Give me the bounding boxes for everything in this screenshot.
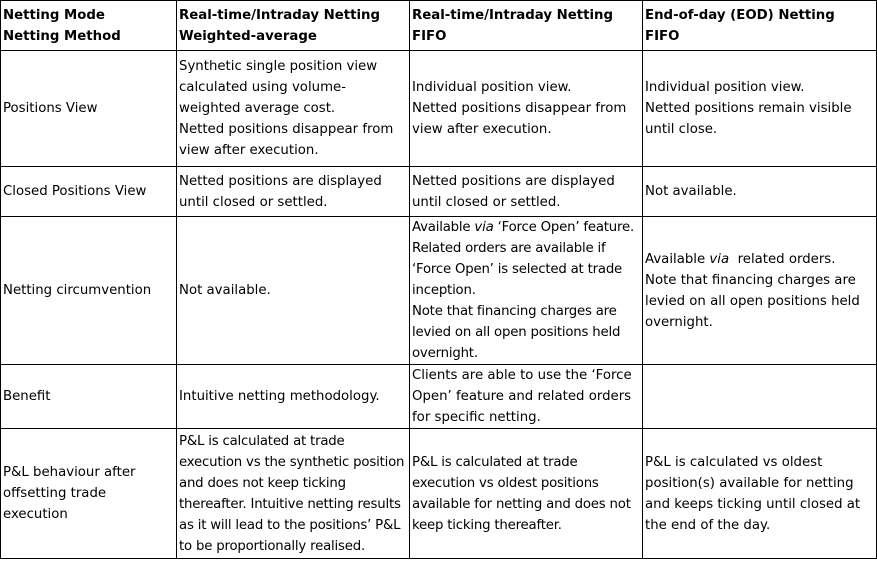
header-intraday-wa-line1: Real-time/Intraday Netting [179,7,381,23]
text-fragment: Available [412,220,475,235]
text-fragment: related orders. [729,251,836,267]
row-label: Benefit [1,365,177,429]
cell-text [412,217,640,238]
cell-fifo: Netted positions are displayed until closed or settled. [410,167,643,217]
cell-text: Individual position view. [412,80,572,95]
header-netting-method-line2: Netting Method [3,28,121,44]
cell-text: Netted positions disappear from view after execution. [179,122,394,158]
cell-fifo: P&L is calculated at trade execution vs oldest positions available for netting and does not keep ticking thereafter. [410,429,643,559]
header-intraday-wa-line2: Weighted-average [179,28,317,44]
cell-text: Note that financing charges are levied on all open positions held overnight. [412,304,621,361]
header-eod-fifo-line2: FIFO [645,28,680,44]
cell-eod [643,365,877,429]
header-eod-fifo [643,1,877,51]
table-row-pnl-behaviour [1,429,877,559]
cell-text: Individual position view. [645,80,805,95]
table-row-benefit [1,365,877,429]
header-intraday-fifo [410,1,643,51]
header-eod-fifo-line1: End-of-day (EOD) Netting [645,7,835,23]
italic-via: via [709,251,730,267]
text-fragment: ‘Force Open’ feature. [493,220,635,235]
cell-wa: P&L is calculated at trade execution vs the synthetic position and does not keep ticking thereafter. Intuitive netting results as it will lead to the positions’ P&L to be proportionally realised. [177,429,410,559]
cell-text: Note that financing charges are levied on all open positions held overnight. [645,272,860,330]
cell-text: Netted positions disappear from view after execution. [412,101,627,137]
row-label: Positions View [1,51,177,167]
cell-fifo [410,217,643,365]
header-intraday-weighted-average [177,1,410,51]
cell-wa: Intuitive netting methodology. [177,365,410,429]
row-label: P&L behaviour after offsetting trade execution [1,429,177,559]
cell-wa: Netted positions are displayed until closed or settled. [177,167,410,217]
table-row-netting-circumvention [1,217,877,365]
row-label: Closed Positions View [1,167,177,217]
cell-text [645,249,874,270]
header-intraday-fifo-line1: Real-time/Intraday Netting [412,7,614,23]
header-netting-mode-line1: Netting Mode [3,7,105,23]
header-row [1,1,877,51]
text-fragment: Available [645,251,710,267]
italic-via: via [474,220,494,235]
cell-eod: Not available. [643,167,877,217]
table-row-closed-positions-view [1,167,877,217]
cell-text: Netted positions remain visible until close. [645,101,852,137]
header-intraday-fifo-line2: FIFO [412,28,447,44]
cell-fifo: Clients are able to use the ‘Force Open’ feature and related orders for specific netting. [410,365,643,429]
table-row-positions-view [1,51,877,167]
cell-eod: P&L is calculated vs oldest position(s) available for netting and keeps ticking until closed at the end of the day. [643,429,877,559]
cell-eod [643,217,877,365]
cell-text: Related orders are available if ‘Force Open’ is selected at trade inception. [412,241,623,298]
cell-fifo [410,51,643,167]
row-label: Netting circumvention [1,217,177,365]
cell-eod [643,51,877,167]
header-netting-mode [1,1,177,51]
cell-wa [177,51,410,167]
cell-text: Synthetic single position view calculated using volume-weighted average cost. [179,59,378,116]
cell-wa: Not available. [177,217,410,365]
